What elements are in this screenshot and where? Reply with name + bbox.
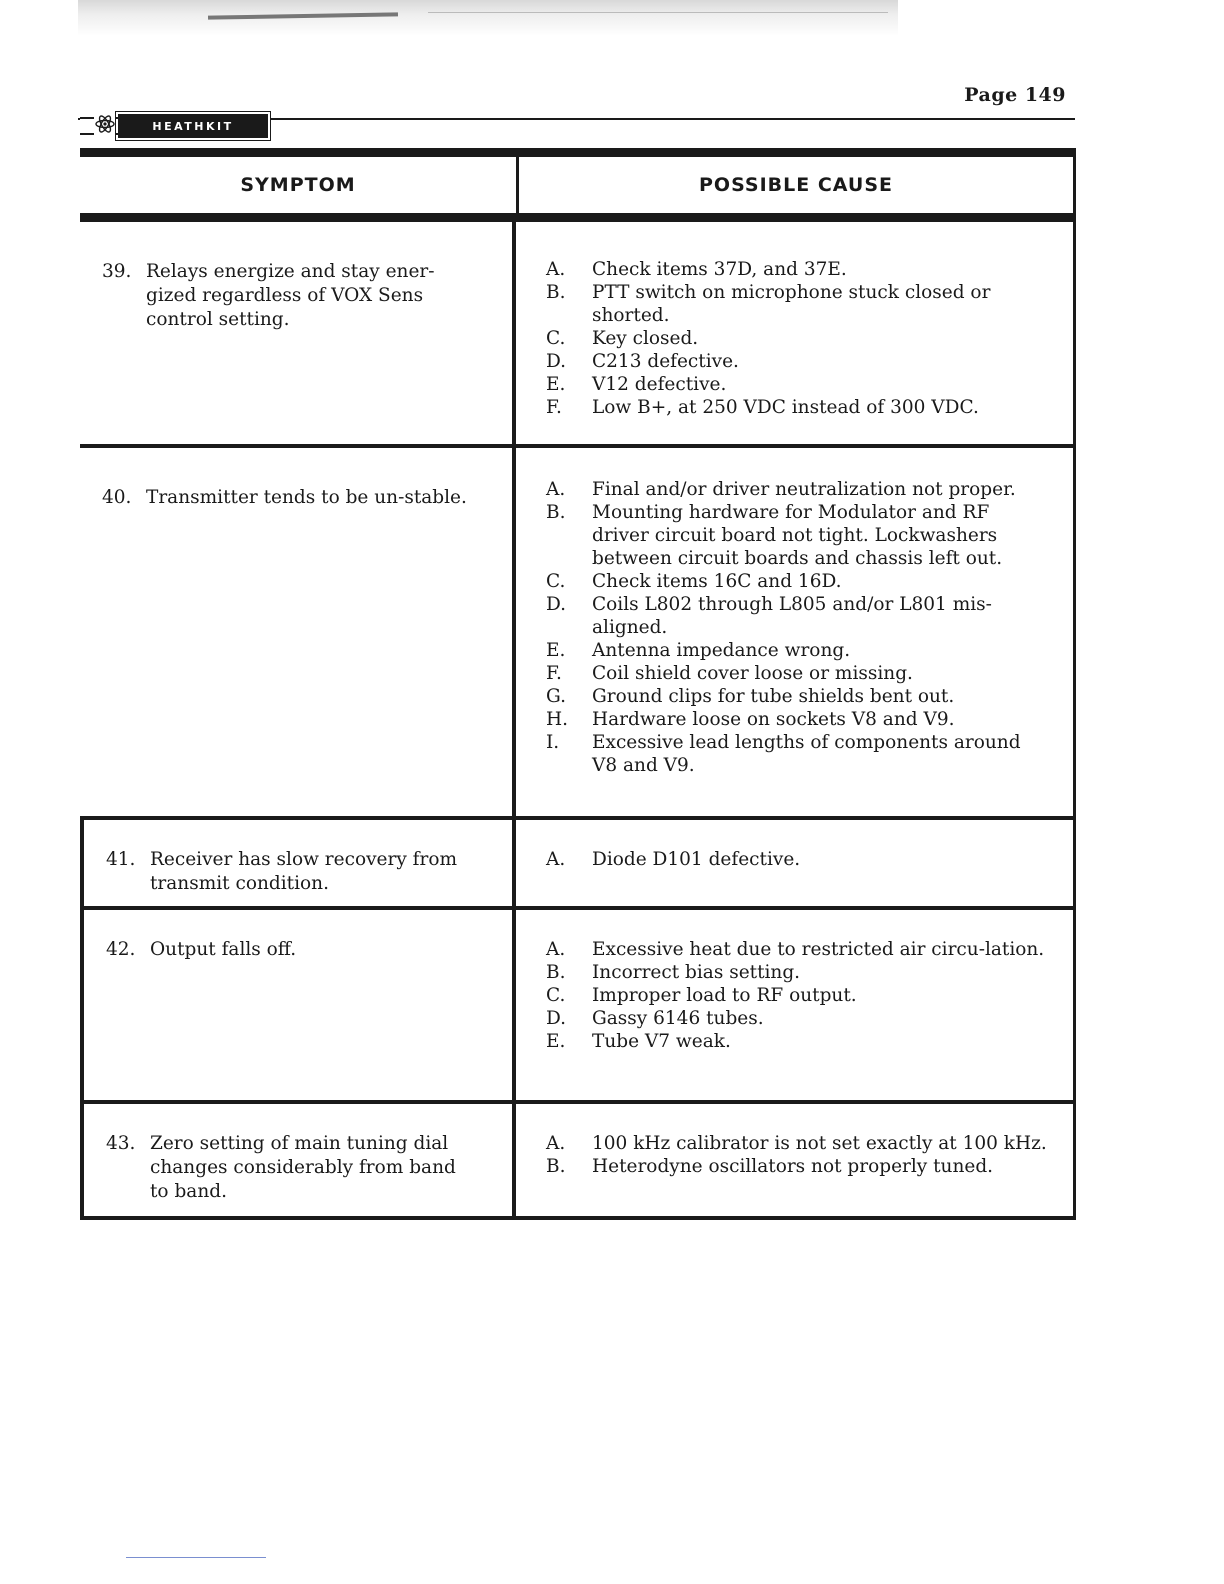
cause-letter: B. xyxy=(546,282,566,303)
cause-item xyxy=(546,593,1049,639)
cause-letter: D. xyxy=(546,351,567,372)
cause-letter: H. xyxy=(546,709,569,730)
cause-text: Ground clips for tube shields bent out. xyxy=(592,686,955,707)
cause-item xyxy=(546,708,1049,731)
cause-item xyxy=(546,639,1049,662)
scan-streak xyxy=(208,12,398,19)
heathkit-logo xyxy=(80,111,270,139)
cause-text: Diode D101 defective. xyxy=(592,849,801,870)
cause-letter: E. xyxy=(546,1031,566,1052)
cause-item xyxy=(546,938,1049,961)
header-symptom: SYMPTOM xyxy=(80,157,519,213)
troubleshooting-table xyxy=(80,148,1076,1220)
symptom-cell xyxy=(84,820,516,906)
cause-letter: A. xyxy=(546,259,566,280)
table-body xyxy=(80,222,1076,1220)
symptom-number: 40. xyxy=(102,487,132,508)
cause-item xyxy=(546,662,1049,685)
cause-text: Final and/or driver neutralization not proper. xyxy=(592,479,1016,500)
symptom-cell xyxy=(84,1104,516,1216)
table-row xyxy=(80,222,1076,448)
cause-text: Antenna impedance wrong. xyxy=(592,640,851,661)
table-row xyxy=(80,448,1076,820)
cause-text: Incorrect bias setting. xyxy=(592,962,801,983)
cause-letter: I. xyxy=(546,732,560,753)
cause-item xyxy=(546,258,1049,281)
symptom-text: Receiver has slow recovery from transmit condition. xyxy=(150,849,458,894)
cause-item xyxy=(546,984,1049,1007)
cause-text: Improper load to RF output. xyxy=(592,985,857,1006)
cause-item xyxy=(546,396,1049,419)
cause-letter: B. xyxy=(546,502,566,523)
cause-text: C213 defective. xyxy=(592,351,739,372)
cause-item xyxy=(546,1155,1049,1178)
table-row xyxy=(80,910,1076,1104)
cause-text: Gassy 6146 tubes. xyxy=(592,1008,764,1029)
cause-letter: D. xyxy=(546,594,567,615)
page-number: Page 149 xyxy=(964,84,1066,106)
scan-streak-faint xyxy=(428,12,888,13)
cause-text: Check items 16C and 16D. xyxy=(592,571,842,592)
symptom-text: Output falls off. xyxy=(150,939,297,960)
cause-text: V12 defective. xyxy=(592,374,727,395)
cause-text: Coil shield cover loose or missing. xyxy=(592,663,913,684)
atom-icon xyxy=(94,113,116,135)
cause-cell xyxy=(516,222,1076,444)
table-row xyxy=(80,1104,1076,1220)
cause-letter: E. xyxy=(546,640,566,661)
cause-cell xyxy=(516,1104,1076,1216)
cause-item xyxy=(546,327,1049,350)
cause-text: Excessive heat due to restricted air circu-lation. xyxy=(592,939,1045,960)
cause-text: Heterodyne oscillators not properly tuned. xyxy=(592,1156,994,1177)
cause-text: Coils L802 through L805 and/or L801 mis-aligned. xyxy=(592,594,992,638)
logo-wordmark: HEATHKIT xyxy=(152,119,234,133)
cause-text: Check items 37D, and 37E. xyxy=(592,259,847,280)
cause-letter: F. xyxy=(546,663,562,684)
cause-item xyxy=(546,731,1049,777)
cause-item xyxy=(546,373,1049,396)
footer-rule xyxy=(126,1557,266,1558)
cause-text: Low B+, at 250 VDC instead of 300 VDC. xyxy=(592,397,979,418)
cause-text: 100 kHz calibrator is not set exactly at 100 kHz. xyxy=(592,1133,1047,1154)
cause-letter: E. xyxy=(546,374,566,395)
symptom-text: Zero setting of main tuning dial changes considerably from band to band. xyxy=(150,1133,456,1202)
cause-letter: B. xyxy=(546,1156,566,1177)
cause-letter: F. xyxy=(546,397,562,418)
table-top-rule xyxy=(80,148,1076,157)
cause-text: Tube V7 weak. xyxy=(592,1031,731,1052)
cause-item xyxy=(546,350,1049,373)
cause-item xyxy=(546,1132,1049,1155)
header-possible-cause: POSSIBLE CAUSE xyxy=(519,157,1076,213)
cause-text: PTT switch on microphone stuck closed or shorted. xyxy=(592,282,991,326)
scan-edge-artifact xyxy=(78,0,898,36)
cause-text: Key closed. xyxy=(592,328,699,349)
symptom-text: Transmitter tends to be un-stable. xyxy=(146,487,467,508)
cause-letter: B. xyxy=(546,962,566,983)
cause-letter: D. xyxy=(546,1008,567,1029)
cause-letter: G. xyxy=(546,686,566,707)
cause-cell xyxy=(516,910,1076,1100)
cause-text: Excessive lead lengths of components around V8 and V9. xyxy=(592,732,1021,776)
cause-cell xyxy=(516,448,1076,816)
symptom-text: Relays energize and stay ener-gized regardless of VOX Sens control setting. xyxy=(146,261,435,330)
symptom-number: 41. xyxy=(106,849,136,870)
cause-item xyxy=(546,501,1049,570)
cause-item xyxy=(546,281,1049,327)
logo-wordmark-box xyxy=(118,114,268,138)
cause-item xyxy=(546,1007,1049,1030)
cause-text: Hardware loose on sockets V8 and V9. xyxy=(592,709,955,730)
symptom-number: 39. xyxy=(102,261,132,282)
cause-letter: A. xyxy=(546,849,566,870)
cause-letter: C. xyxy=(546,571,566,592)
table-header xyxy=(80,157,1076,222)
symptom-number: 43. xyxy=(106,1133,136,1154)
cause-letter: C. xyxy=(546,328,566,349)
cause-item xyxy=(546,570,1049,593)
cause-item xyxy=(546,848,1049,871)
cause-item xyxy=(546,685,1049,708)
cause-item xyxy=(546,961,1049,984)
symptom-number: 42. xyxy=(106,939,136,960)
symptom-cell xyxy=(80,222,516,444)
cause-letter: A. xyxy=(546,479,566,500)
cause-letter: A. xyxy=(546,1133,566,1154)
cause-letter: C. xyxy=(546,985,566,1006)
cause-text: Mounting hardware for Modulator and RF driver circuit board not tight. Lockwashers between circuit boards and chassis left out. xyxy=(592,502,1003,569)
cause-item xyxy=(546,1030,1049,1053)
cause-letter: A. xyxy=(546,939,566,960)
symptom-cell xyxy=(84,910,516,1100)
cause-item xyxy=(546,478,1049,501)
cause-cell xyxy=(516,820,1076,906)
table-row xyxy=(80,820,1076,910)
symptom-cell xyxy=(80,448,516,816)
